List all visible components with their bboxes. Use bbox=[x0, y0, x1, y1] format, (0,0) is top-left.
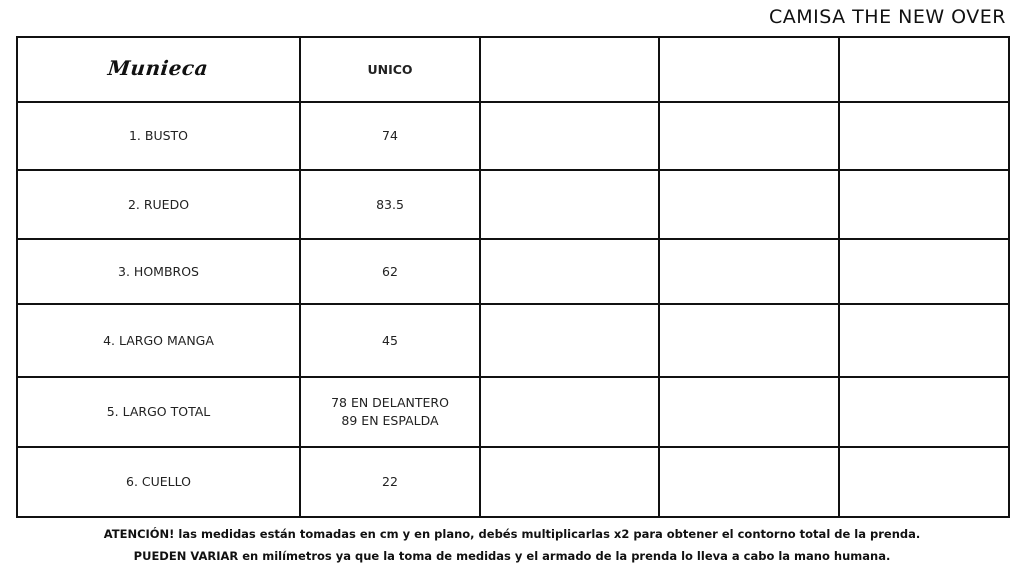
measure-value: 22 bbox=[300, 447, 480, 517]
measure-value bbox=[300, 377, 480, 447]
measure-value: 74 bbox=[300, 102, 480, 170]
table-row bbox=[17, 447, 1009, 517]
header-cell bbox=[480, 37, 659, 102]
empty-cell bbox=[480, 377, 659, 447]
header-cell bbox=[839, 37, 1009, 102]
header-cell bbox=[659, 37, 839, 102]
empty-cell bbox=[480, 304, 659, 377]
table-header-row bbox=[17, 37, 1009, 102]
measure-label: 4. LARGO MANGA bbox=[17, 304, 300, 377]
header-cell bbox=[300, 37, 480, 102]
table-row bbox=[17, 239, 1009, 304]
page-title: CAMISA THE NEW OVER bbox=[768, 6, 1006, 28]
empty-cell bbox=[480, 447, 659, 517]
brand-logo: Munieca bbox=[107, 56, 210, 80]
empty-cell bbox=[839, 170, 1009, 239]
measure-value: 83.5 bbox=[300, 170, 480, 239]
measure-value: 45 bbox=[300, 304, 480, 377]
measure-value-line: 78 EN DELANTERO bbox=[331, 395, 449, 410]
empty-cell bbox=[480, 170, 659, 239]
table-row bbox=[17, 170, 1009, 239]
measure-value: 62 bbox=[300, 239, 480, 304]
attention-note: ATENCIÓN! las medidas están tomadas en cm y en plano, debés multiplicarlas x2 para obtener el contorno total de la prenda. bbox=[103, 527, 921, 541]
table-row bbox=[17, 304, 1009, 377]
measure-label: 5. LARGO TOTAL bbox=[17, 377, 300, 447]
empty-cell bbox=[839, 377, 1009, 447]
measure-label: 3. HOMBROS bbox=[17, 239, 300, 304]
measure-label: 6. CUELLO bbox=[17, 447, 300, 517]
size-table bbox=[16, 36, 1010, 518]
empty-cell bbox=[839, 304, 1009, 377]
header-size-label: UNICO bbox=[367, 61, 413, 77]
empty-cell bbox=[839, 102, 1009, 170]
empty-cell bbox=[839, 447, 1009, 517]
empty-cell bbox=[659, 304, 839, 377]
brand-logo-cell bbox=[17, 37, 300, 102]
empty-cell bbox=[659, 377, 839, 447]
empty-cell bbox=[659, 447, 839, 517]
measure-value-line: 89 EN ESPALDA bbox=[341, 413, 439, 428]
measure-label: 2. RUEDO bbox=[17, 170, 300, 239]
variation-note: PUEDEN VARIAR en milímetros ya que la toma de medidas y el armado de la prenda lo lleva a cabo la mano humana. bbox=[133, 549, 891, 563]
measure-label: 1. BUSTO bbox=[17, 102, 300, 170]
empty-cell bbox=[839, 239, 1009, 304]
table-row bbox=[17, 102, 1009, 170]
empty-cell bbox=[659, 102, 839, 170]
empty-cell bbox=[659, 170, 839, 239]
empty-cell bbox=[480, 102, 659, 170]
empty-cell bbox=[480, 239, 659, 304]
table-row bbox=[17, 377, 1009, 447]
empty-cell bbox=[659, 239, 839, 304]
